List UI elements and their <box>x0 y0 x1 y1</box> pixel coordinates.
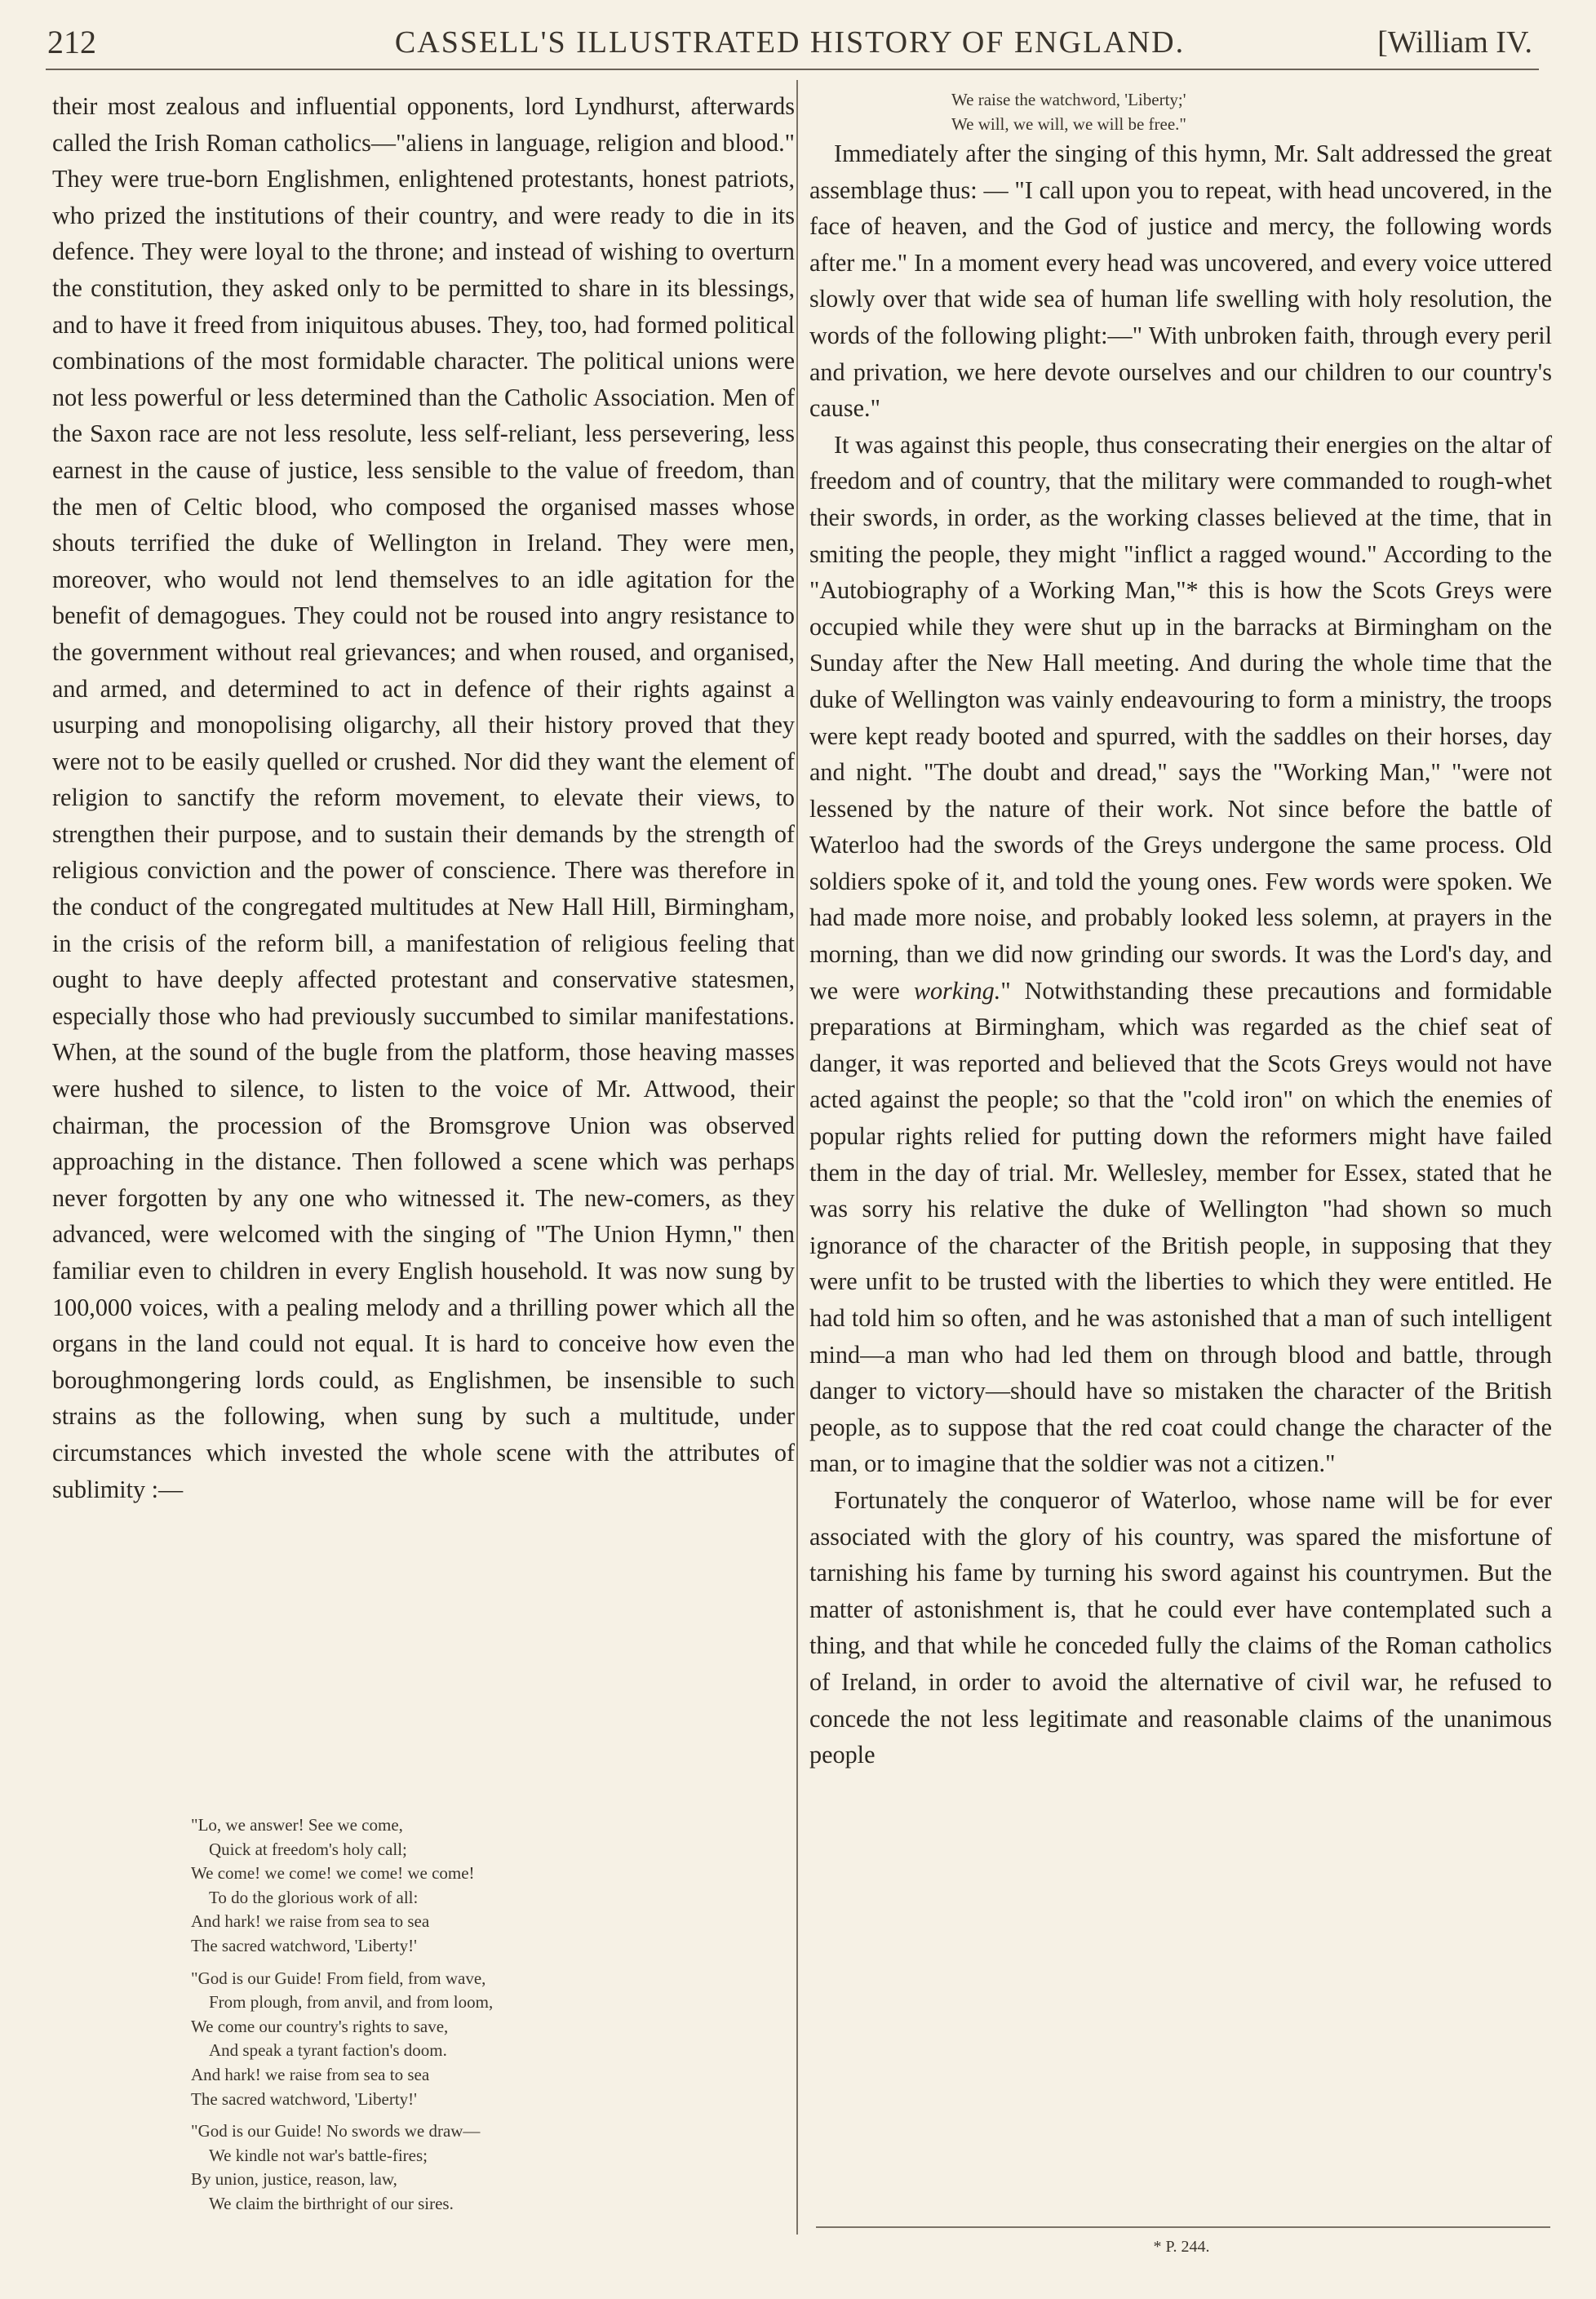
verse-line: Quick at freedom's holy call; <box>209 1839 407 1859</box>
verse-line: We come our country's rights to save, <box>191 2016 449 2036</box>
verse-line: "God is our Guide! No swords we draw— <box>191 2121 481 2141</box>
verse-line: We come! we come! we come! we come! <box>191 1863 475 1884</box>
reign-label: [William IV. <box>1377 25 1532 60</box>
verse-line: "Lo, we answer! See we come, <box>191 1815 403 1835</box>
italic-working: working. <box>913 976 1001 1005</box>
right-column <box>809 135 1552 1773</box>
column-divider <box>796 80 798 2235</box>
left-column <box>52 88 795 1507</box>
verse-line: And speak a tyrant faction's doom. <box>209 2040 447 2061</box>
header-rule <box>46 69 1539 70</box>
right-paragraph-1: Immediately after the singing of this hymn, Mr. Salt addressed the great assemblage thus: — "I call upon you to repeat, with head uncovered, in the face of heaven, and the God of justice and mercy, the following words after me." In a moment every head was uncovered, and every voice uttered slowly over that wide sea of human life swelling with holy resolution, the words of the following plight:—" With unbroken faith, through every peril and privation, we here devote ourselves and our children to our country's cause." <box>809 140 1552 423</box>
verse-line: To do the glorious work of all: <box>209 1887 419 1907</box>
right-paragraph-3: Fortunately the conqueror of Waterloo, whose name will be for ever associated with the glory of his country, was spared the misfortune of tarnishing his fame by turning his sword against his countrymen. But the matter of astonishment is, that he could ever have contemplated such a thing, and that while he conceded fully the claims of the Roman catholics of Ireland, in order to avoid the alternative of civil war, he refused to concede the not less legitimate and reasonable claims of the unanimous people <box>809 1485 1552 1769</box>
running-header <box>47 23 1532 64</box>
verse-line: The sacred watchword, 'Liberty!' <box>191 1935 417 1955</box>
footnote: * P. 244. <box>1153 2238 1210 2256</box>
verse-line: "God is our Guide! From field, from wave, <box>191 1968 486 1988</box>
verse-line: And hark! we raise from sea to sea <box>191 1911 430 1932</box>
union-hymn <box>191 1813 615 2225</box>
verse-line: We will, we will, we will be free." <box>951 113 1186 134</box>
verse-line: And hark! we raise from sea to sea <box>191 2064 430 2084</box>
verse-line: By union, justice, reason, law, <box>191 2169 397 2190</box>
verse-line: We claim the birthright of our sires. <box>209 2193 454 2213</box>
verse-line: We raise the watchword, 'Liberty;' <box>951 90 1186 109</box>
verse-line: The sacred watchword, 'Liberty!' <box>191 2088 417 2109</box>
verse-line: From plough, from anvil, and from loom, <box>209 1992 494 2013</box>
page-number: 212 <box>47 24 96 60</box>
hymn-continuation <box>951 88 1408 136</box>
verse-line: We kindle not war's battle-fires; <box>209 2145 428 2165</box>
left-paragraph: their most zealous and influential opponents, lord Lyndhurst, afterwards called the Irish Roman catholics—"aliens in language, religion and blood." They were true-born Englishmen, enlightened protestants, honest patriots, who prized the institutions of their country, and were ready to die in its defence. They were loyal to the throne; and instead of wishing to overturn the constitution, they asked only to be permitted to share in its blessings, and to have it freed from iniquitous abuses. They, too, had formed political combinations of the most formidable character. The political unions were not less powerful or less determined than the Catholic Association. Men of the Saxon race are not less resolute, less self-reliant, less persevering, less earnest in the cause of justice, less sensible to the value of freedom, than the men of Celtic blood, who composed the organised masses whose shouts terrified the duke of Wellington in Ireland. They were men, moreover, who would not lend themselves to an idle agitation for the benefit of demagogues. They could not be roused into angry resistance to the government without real grievances; and when roused, and organised, and armed, and determined to act in defence of their rights against a usurping and monopolising oligarchy, all their history proved that they were not to be easily quelled or crushed. Nor did they want the element of religion to sanctify the reform movement, to elevate their views, to strengthen their purpose, and to sustain their demands by the strength of religious conviction and the power of conscience. There was therefore in the conduct of the congregated multitudes at New Hall Hill, Birmingham, in the crisis of the reform bill, a manifestation of religious feeling that ought to have deeply affected protestant and conservative statesmen, especially those who had previously succumbed to similar manifestations. When, at the sound of the bugle from the platform, those heaving masses were hushed to silence, to listen to the voice of Mr. Attwood, their chairman, the procession of the Bromsgrove Union was observed approaching in the distance. Then followed a scene which was perhaps never forgotten by any one who witnessed it. The new-comers, as they advanced, were welcomed with the singing of "The Union Hymn," then familiar even to children in every English household. It was now sung by 100,000 voices, with a pealing melody and a thrilling power which all the organs in the land could not equal. It is hard to conceive how even the boroughmongering lords could, as Englishmen, be insensible to such strains as the following, when sung by such a multitude, under circumstances which invested the whole scene with the attributes of sublimity :— <box>52 92 795 1503</box>
footnote-rule <box>816 2226 1550 2228</box>
book-title: CASSELL'S ILLUSTRATED HISTORY OF ENGLAND. <box>394 25 1186 60</box>
hymn-stanza-3 <box>191 2119 615 2216</box>
hymn-stanza-1 <box>191 1813 615 1959</box>
right-paragraph-2: It was against this people, thus consecrating their energies on the altar of freedom and of country, that the military were commanded to rough-whet their swords, in order, as the working classes believed at the time, that in smiting the people, they might "inflict a ragged wound." According to the "Autobiography of a Working Man,"* this is how the Scots Greys were occupied while they were shut up in the barracks at Birmingham on the Sunday after the New Hall meeting. And during the whole time that the duke of Wellington was vainly endeavouring to form a ministry, the troops were kept ready booted and spurred, with the saddles on their horses, day and night. "The doubt and dread," says the "Working Man," "were not lessened by the nature of their work. Not since before the battle of Waterloo had the swords of the Greys undergone the same process. Old soldiers spoke of it, and told the young ones. Few words were spoken. We had made more noise, and probably looked less solemn, at prayers in the morning, than we did now grinding our swords. It was the Lord's day, and we were working." Notwithstanding these precautions and formidable preparations at Birmingham, which was regarded as the chief seat of danger, it was reported and believed that the Scots Greys would not have acted against the people; so that the "cold iron" on which the enemies of popular rights relied for putting down the reformers might have failed them in the day of trial. Mr. Wellesley, member for Essex, stated that he was sorry his relative the duke of Wellington "had shown so much ignorance of the character of the British people, in supposing that they were unfit to be trusted with the liberties to which they were entitled. He had told him so often, and he was astonished that a man of such intelligent mind—a man who had led them on through blood and battle, through danger to victory—should have so mistaken the character of the British people, as to suppose that the red coat could change the character of the man, or to imagine that the soldier was not a citizen." <box>809 430 1553 1478</box>
hymn-stanza-2 <box>191 1967 615 2112</box>
